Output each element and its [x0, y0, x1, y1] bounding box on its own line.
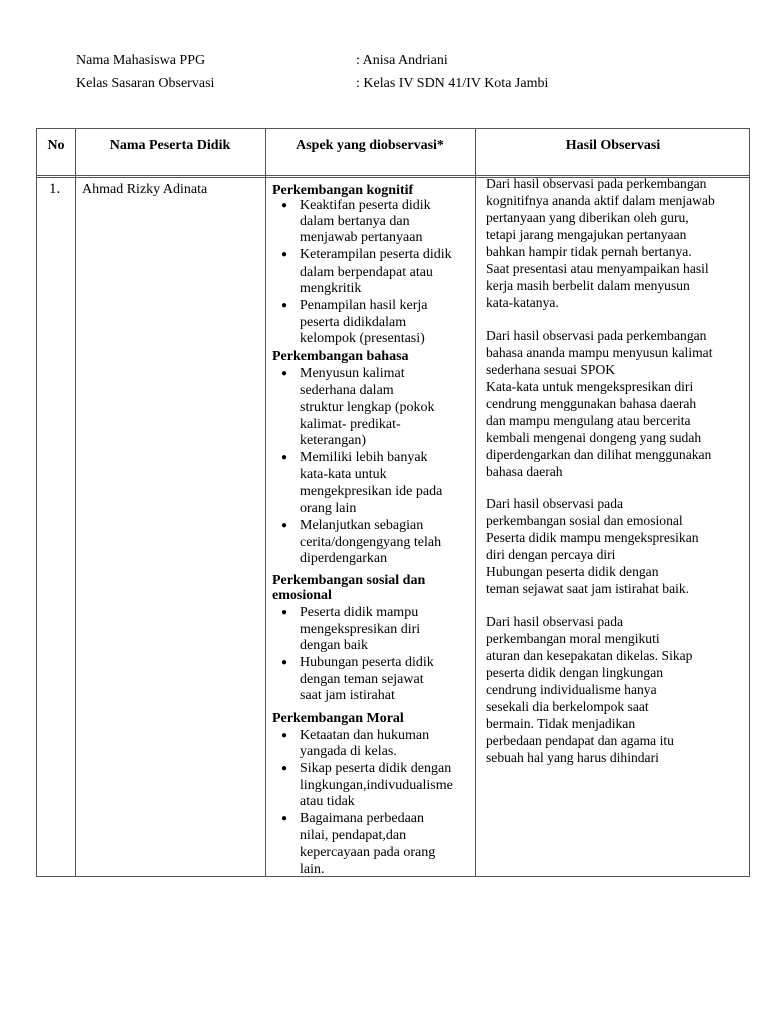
- bullet-icon: ●: [281, 452, 288, 463]
- aspect-heading: Perkembangan bahasa: [272, 349, 409, 364]
- aspect-text-line: sederhana dalam: [300, 383, 394, 398]
- result-text-line: peserta didik dengan lingkungan: [486, 665, 664, 680]
- aspect-text-line: dengan baik: [300, 638, 369, 653]
- result-text-line: diri dengan percaya diri: [486, 547, 616, 562]
- student-name-label: Nama Mahasiswa PPG: [76, 53, 206, 68]
- header-result: Hasil Observasi: [565, 138, 661, 153]
- aspect-text-line: saat jam istirahat: [300, 688, 395, 703]
- result-text-line: bahasa ananda mampu menyusun kalimat: [486, 345, 713, 360]
- aspect-heading: Perkembangan kognitif: [272, 183, 414, 198]
- aspect-text-line: struktur lengkap (pokok: [300, 400, 435, 415]
- aspect-text-line: Bagaimana perbedaan: [300, 811, 424, 826]
- aspect-text-line: yangada di kelas.: [300, 744, 397, 759]
- result-text-line: Kata-kata untuk mengekspresikan diri: [486, 379, 694, 394]
- aspect-text-line: nilai, pendapat,dan: [300, 828, 407, 843]
- result-text-line: cendrung individualisme hanya: [486, 682, 657, 697]
- column-divider-name: [265, 129, 266, 876]
- bullet-icon: ●: [281, 300, 288, 311]
- bullet-icon: ●: [281, 730, 288, 741]
- aspect-text-line: menjawab pertanyaan: [300, 230, 423, 245]
- bullet-icon: ●: [281, 813, 288, 824]
- aspect-text-line: atau tidak: [300, 794, 355, 809]
- aspect-text-line: orang lain: [300, 501, 357, 516]
- column-divider-no: [75, 129, 76, 876]
- aspect-text-line: Penampilan hasil kerja: [300, 298, 428, 313]
- bullet-icon: ●: [281, 607, 288, 618]
- aspect-text-line: lingkungan,indivudualisme: [300, 778, 453, 793]
- result-text-line: sesekali dia berkelompok saat: [486, 699, 649, 714]
- result-text-line: perbedaan pendapat dan agama itu: [486, 733, 674, 748]
- class-value: : Kelas IV SDN 41/IV Kota Jambi: [356, 76, 549, 91]
- aspect-text-line: cerita/dongengyang telah: [300, 535, 442, 550]
- aspect-text-line: lain.: [300, 862, 325, 877]
- header-aspect: Aspek yang diobservasi*: [296, 138, 444, 153]
- result-text-line: bahkan hampir tidak pernah bertanya.: [486, 244, 692, 259]
- aspect-text-line: Sikap peserta didik dengan: [300, 761, 452, 776]
- result-text-line: dan mampu mengulang atau bercerita: [486, 413, 691, 428]
- aspect-text-line: kepercayaan pada orang: [300, 845, 436, 860]
- aspect-text-line: keterangan): [300, 433, 367, 448]
- row-number: 1.: [49, 181, 61, 197]
- aspect-text-line: Memiliki lebih banyak: [300, 450, 428, 465]
- aspect-text-line: Keaktifan peserta didik: [300, 198, 431, 213]
- result-text-line: Dari hasil observasi pada perkembangan: [486, 176, 707, 191]
- result-text-line: sebuah hal yang harus dihindari: [486, 750, 659, 765]
- result-text-line: Dari hasil observasi pada: [486, 614, 624, 629]
- aspect-text-line: mengkritik: [300, 281, 362, 296]
- aspect-heading: Perkembangan sosial dan: [272, 573, 426, 588]
- bullet-icon: ●: [281, 657, 288, 668]
- result-text-line: diperdengarkan dan dilihat menggunakan: [486, 447, 712, 462]
- student-name: Ahmad Rizky Adinata: [82, 182, 208, 197]
- aspect-text-line: Hubungan peserta didik: [300, 655, 434, 670]
- aspect-text-line: Menyusun kalimat: [300, 366, 405, 381]
- aspect-heading: emosional: [272, 588, 332, 603]
- aspect-text-line: Peserta didik mampu: [300, 605, 419, 620]
- result-text-line: tetapi jarang mengajukan pertanyaan: [486, 227, 687, 242]
- aspect-text-line: kalimat- predikat-: [300, 417, 401, 432]
- result-text-line: Dari hasil observasi pada: [486, 496, 624, 511]
- result-text-line: kembali mengenai dongeng yang sudah: [486, 430, 702, 445]
- result-text-line: bermain. Tidak menjadikan: [486, 716, 636, 731]
- aspect-text-line: diperdengarkan: [300, 551, 388, 566]
- bullet-icon: ●: [281, 520, 288, 531]
- aspect-text-line: Ketaatan dan hukuman: [300, 728, 430, 743]
- aspect-text-line: mengekspresikan diri: [300, 622, 421, 637]
- result-text-line: Saat presentasi atau menyampaikan hasil: [486, 261, 709, 276]
- aspect-text-line: peserta didikdalam: [300, 315, 407, 330]
- result-text-line: cendrung menggunakan bahasa daerah: [486, 396, 697, 411]
- column-divider-aspect: [475, 129, 476, 876]
- result-text-line: pertanyaan yang diberikan oleh guru,: [486, 210, 689, 225]
- result-text-line: Peserta didik mampu mengekspresikan: [486, 530, 699, 545]
- class-label: Kelas Sasaran Observasi: [76, 76, 215, 91]
- result-text-line: bahasa daerah: [486, 464, 563, 479]
- aspect-text-line: dalam bertanya dan: [300, 214, 410, 229]
- aspect-text-line: kata-kata untuk: [300, 467, 387, 482]
- result-text-line: kata-katanya.: [486, 295, 559, 310]
- result-text-line: kognitifnya ananda aktif dalam menjawab: [486, 193, 715, 208]
- aspect-text-line: kelompok (presentasi): [300, 331, 425, 346]
- result-text-line: perkembangan sosial dan emosional: [486, 513, 683, 528]
- aspect-text-line: dalam berpendapat atau: [300, 265, 433, 280]
- result-text-line: aturan dan kesepakatan dikelas. Sikap: [486, 648, 693, 663]
- student-name-value: : Anisa Andriani: [356, 53, 448, 68]
- observation-table: [36, 128, 750, 877]
- aspect-text-line: Melanjutkan sebagian: [300, 518, 424, 533]
- result-text-line: perkembangan moral mengikuti: [486, 631, 660, 646]
- aspect-text-line: Keterampilan peserta didik: [300, 247, 452, 262]
- aspect-text-line: dengan teman sejawat: [300, 672, 424, 687]
- result-text-line: Dari hasil observasi pada perkembangan: [486, 328, 707, 343]
- header-student-name: Nama Peserta Didik: [109, 138, 231, 153]
- result-text-line: sederhana sesuai SPOK: [486, 362, 616, 377]
- result-text-line: Hubungan peserta didik dengan: [486, 564, 659, 579]
- aspect-heading: Perkembangan Moral: [272, 711, 404, 726]
- bullet-icon: ●: [281, 368, 288, 379]
- aspect-text-line: mengekpresikan ide pada: [300, 484, 443, 499]
- bullet-icon: ●: [281, 200, 288, 211]
- header-no: No: [47, 138, 65, 153]
- bullet-icon: ●: [281, 249, 288, 260]
- result-text-line: kerja masih berbelit dalam menyusun: [486, 278, 690, 293]
- bullet-icon: ●: [281, 763, 288, 774]
- result-text-line: teman sejawat saat jam istirahat baik.: [486, 581, 690, 596]
